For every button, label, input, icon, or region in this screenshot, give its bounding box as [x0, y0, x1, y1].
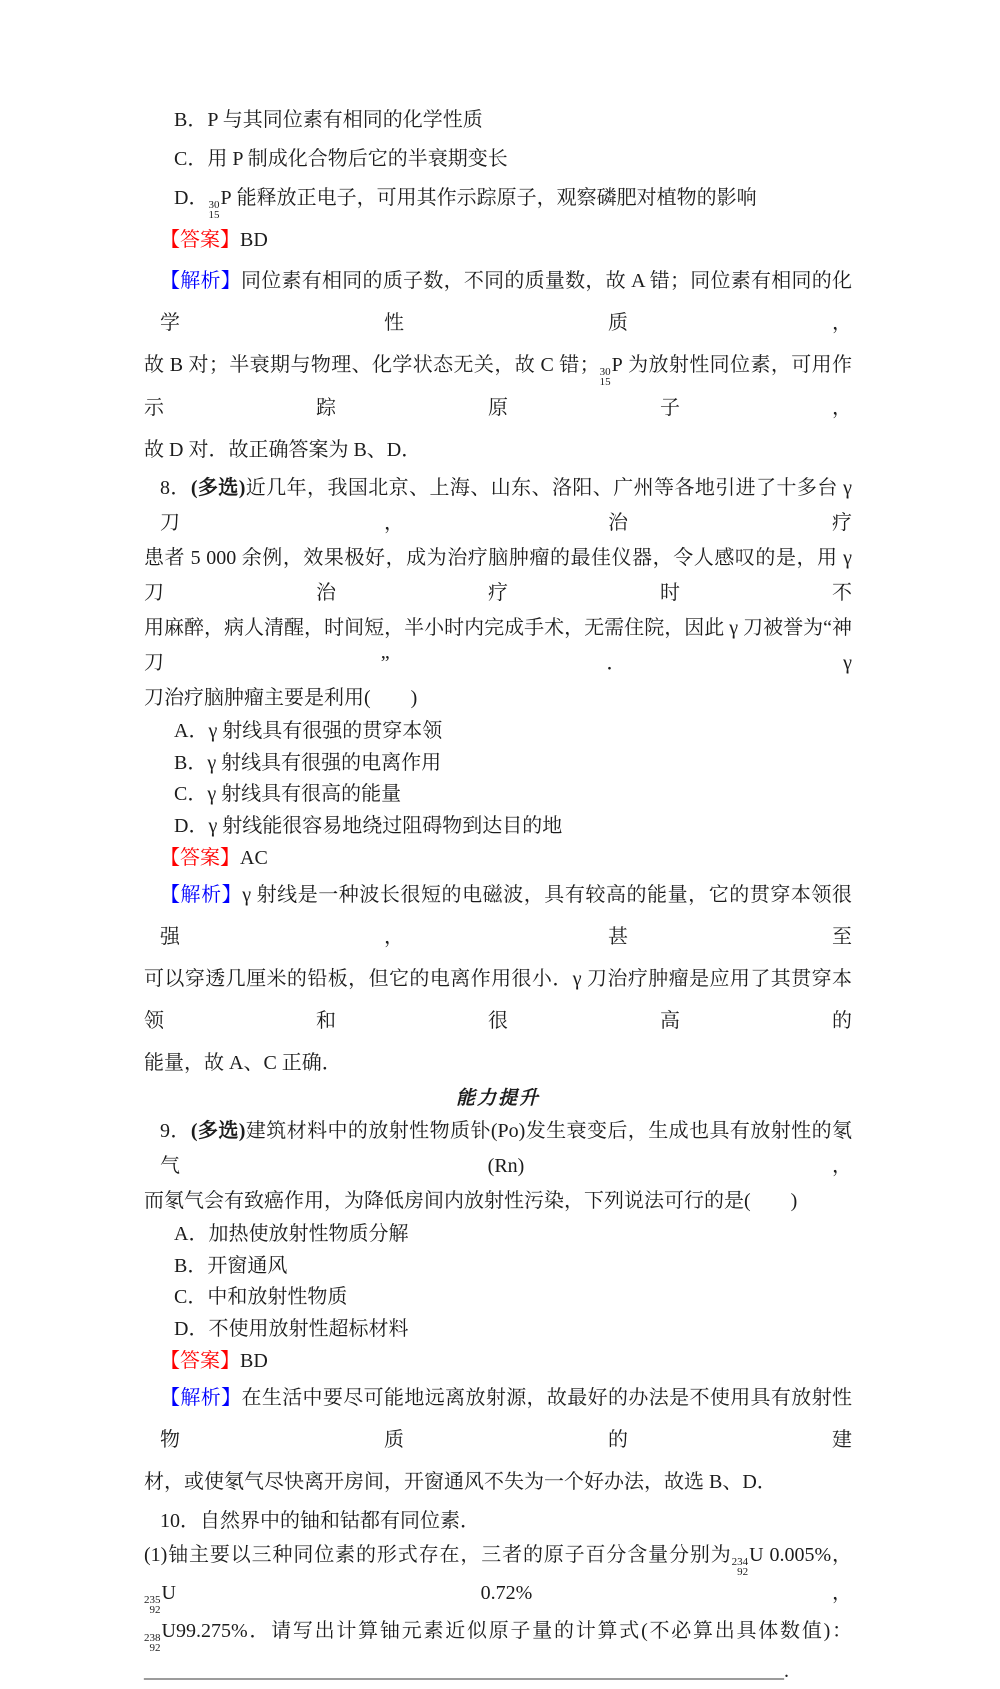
- text-run: 用麻醉，病人清醒，时间短，半小时内完成手术，无需住院，因此 γ 刀被誉为“神刀”．γ: [144, 617, 852, 674]
- analysis-line: [144, 1042, 852, 1084]
- text-run: C．中和放射性物质: [174, 1286, 348, 1308]
- blank-underline: ________________________________________________________________: [144, 1660, 784, 1682]
- question-text-line: [144, 1539, 852, 1615]
- text-run: C．γ 射线具有很高的能量: [174, 783, 402, 805]
- analysis-label: 【解析】: [160, 270, 242, 292]
- answer-label: 【答案】: [160, 847, 240, 869]
- analysis-line: [144, 1461, 852, 1503]
- analysis-line: [144, 1377, 852, 1461]
- option-line: [144, 811, 852, 843]
- isotope-notation: 30 15 P: [599, 354, 623, 388]
- text-run: BD: [240, 1350, 268, 1372]
- document-body: [144, 101, 857, 1689]
- answer-label: 【答案】: [160, 1350, 240, 1372]
- option-line: [144, 1314, 852, 1346]
- option-line: [144, 1251, 852, 1283]
- text-run: 故 B 对；半衰期与物理、化学状态无关，故 C 错；: [144, 354, 600, 376]
- text-run: 患者 5 000 余例，效果极好，成为治疗脑肿瘤的最佳仪器，令人感叹的是，用 γ 刀治疗时不: [144, 547, 857, 604]
- isotope-notation: 234 92 U: [731, 1544, 764, 1578]
- text-run: 刀治疗脑肿瘤主要是利用( ): [144, 687, 418, 709]
- option-line: [144, 716, 852, 748]
- text-run: A．加热使放射性物质分解: [174, 1223, 409, 1245]
- analysis-label: 【解析】: [160, 884, 243, 906]
- text-run: D．γ 射线能很容易地绕过阻碍物到达目的地: [174, 814, 563, 837]
- answer-label: 【答案】: [160, 229, 240, 251]
- isotope-notation: 238 92 U: [144, 1620, 176, 1654]
- analysis-line: [144, 958, 852, 1042]
- text-run: 10．自然界中的铀和钴都有同位素．: [160, 1510, 480, 1532]
- text-run: D．不使用放射性超标材料: [174, 1317, 409, 1340]
- text-run: B．P 与其同位素有相同的化学性质: [174, 109, 483, 131]
- analysis-label: 【解析】: [160, 1387, 242, 1409]
- text-run: AC: [240, 847, 268, 869]
- text-run: 8．: [160, 477, 191, 499]
- question-stem-line: [144, 471, 857, 541]
- text-run: 同位素有相同的质子数，不同的质量数，故 A 错；同位素有相同的化学性质，: [160, 270, 853, 334]
- text-run: 在生活中要尽可能地远离放射源，故最好的办法是不使用具有放射性物质的建: [160, 1387, 853, 1451]
- text-run: γ 射线是一种波长很短的电磁波，具有较高的能量，它的贯穿本领很强，甚至: [160, 884, 852, 948]
- question-stem-line: [144, 1184, 852, 1219]
- option-line: [144, 779, 852, 811]
- option-line: [144, 748, 852, 780]
- question-stem-line: [144, 611, 852, 681]
- text-run: 9．: [160, 1120, 191, 1142]
- text-run: BD: [240, 229, 268, 251]
- text-run: (1)铀主要以三种同位素的形式存在，三者的原子百分含量分别为: [144, 1544, 732, 1566]
- analysis-line: [144, 429, 852, 471]
- text-run: D．: [174, 187, 209, 209]
- option-line: [144, 101, 852, 140]
- question-stem-line: [144, 1114, 852, 1184]
- text-run: C．用 P 制成化合物后它的半衰期变长: [174, 148, 508, 170]
- section-header: [144, 1084, 852, 1114]
- text-run: (多选): [190, 477, 246, 499]
- question-stem-line: [144, 681, 852, 716]
- text-run: 建筑材料中的放射性物质钋(Po)发生衰变后，生成也具有放射性的氡气(Rn)，: [160, 1120, 852, 1177]
- option-line: [144, 179, 852, 220]
- analysis-line: [144, 874, 852, 958]
- text-run: 99.275%．请写出计算铀元素近似原子量的计算式(不必算出具体数值)：: [175, 1620, 852, 1642]
- option-line: [144, 140, 852, 179]
- answer-line: [144, 842, 852, 874]
- text-run: 故 D 对．故正确答案为 B、D．: [144, 439, 422, 461]
- fill-in-blank-line: [144, 1653, 852, 1689]
- answer-line: [144, 1345, 852, 1377]
- text-run: 可以穿透几厘米的铅板，但它的电离作用很小．γ 刀治疗肿瘤是应用了其贯穿本领和很高的: [144, 968, 852, 1032]
- text-run: B．γ 射线具有很强的电离作用: [174, 751, 442, 774]
- isotope-notation: 30 15 P: [208, 187, 232, 221]
- answer-line: [144, 220, 852, 260]
- text-run: .: [784, 1660, 789, 1682]
- isotope-notation: 235 92 U: [144, 1582, 176, 1616]
- text-run: (多选): [190, 1120, 246, 1142]
- analysis-line: [144, 344, 852, 429]
- question-text-line: [144, 1615, 852, 1653]
- text-run: B．开窗通风: [174, 1254, 288, 1277]
- question-stem-line: [144, 541, 857, 611]
- text-run: 0.72%，: [175, 1582, 852, 1604]
- text-run: A．γ 射线具有很强的贯穿本领: [174, 720, 443, 742]
- text-run: 能量，故 A、C 正确．: [144, 1052, 342, 1074]
- text-run: 能力提升: [455, 1088, 540, 1109]
- analysis-line: [144, 260, 852, 344]
- option-line: [144, 1219, 852, 1251]
- text-run: 近几年，我国北京、上海、山东、洛阳、广州等各地引进了十多台 γ 刀，治疗: [160, 477, 857, 534]
- text-run: 材，或使氡气尽快离开房间，开窗通风不失为一个好办法，故选 B、D．: [144, 1471, 777, 1493]
- question-stem-line: [144, 1503, 852, 1539]
- text-run: 0.005%，: [763, 1544, 852, 1566]
- option-line: [144, 1282, 852, 1314]
- text-run: 为放射性同位素，可用作示踪原子，: [144, 354, 853, 419]
- text-run: 能释放正电子，可用其作示踪原子，观察磷肥对植物的影响: [231, 187, 757, 209]
- text-run: 而氡气会有致癌作用，为降低房间内放射性污染，下列说法可行的是( ): [144, 1190, 798, 1212]
